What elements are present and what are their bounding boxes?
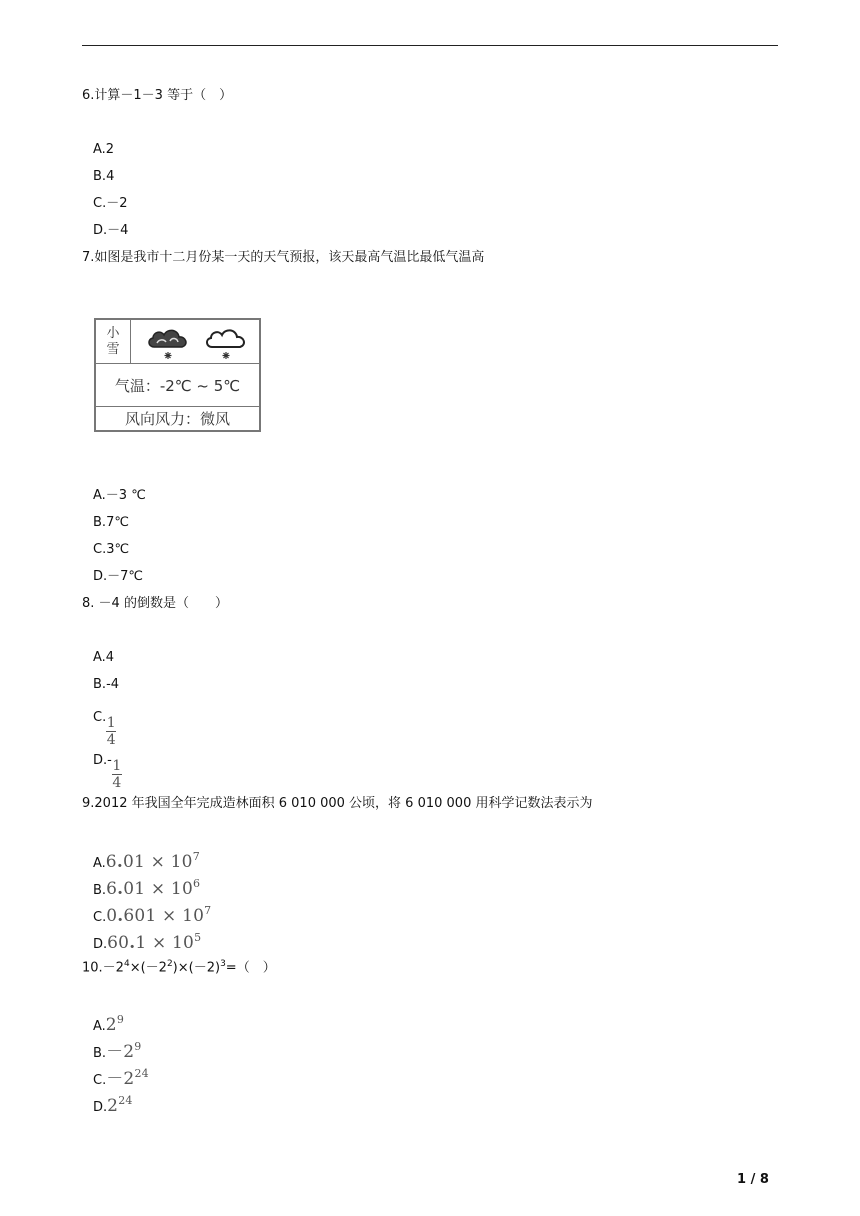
q10-option-d[interactable]: D. $2^{24}$ — [93, 1094, 133, 1116]
q8-option-c[interactable]: C. $\frac{1}{4}$ — [93, 710, 116, 748]
q7-option-b[interactable]: B. 7℃ — [93, 515, 129, 530]
q8-option-b[interactable]: B. -4 — [93, 677, 120, 692]
question-7-stem: 7.如图是我市十二月份某一天的天气预报，该天最高气温比最低气温高 — [82, 250, 485, 265]
q10-option-b[interactable]: B. $-2^9$ — [93, 1040, 142, 1062]
q7-option-c[interactable]: C. 3℃ — [93, 542, 130, 557]
question-6-stem: 6.计算－1－3 等于（ ） — [82, 88, 233, 103]
question-8-stem: 8. －4 的倒数是（ ） — [82, 596, 228, 611]
fraction: $\frac{1}{4}$ — [106, 715, 116, 748]
q8-option-d[interactable]: D. - $\frac{1}{4}$ — [93, 753, 122, 791]
sci-notation: $6.01 \times 10^7$ — [105, 850, 200, 872]
power-expression: $2^9$ — [105, 1013, 125, 1035]
q9-option-b[interactable]: B. $6.01 \times 10^6$ — [93, 877, 201, 899]
weather-temperature: 气温：-2℃ ~ 5℃ — [96, 364, 259, 407]
q6-option-c[interactable]: C. －2 — [93, 196, 128, 211]
page-number: 1 / 8 — [737, 1172, 769, 1187]
power-expression: $-2^9$ — [106, 1040, 142, 1062]
fraction: $\frac{1}{4}$ — [112, 758, 122, 791]
weather-condition-label: 小 雪 — [96, 320, 131, 363]
q6-option-a[interactable]: A. 2 — [93, 142, 115, 157]
power-expression: $-2^{24}$ — [106, 1067, 149, 1089]
snow-cloud-icon — [144, 325, 192, 361]
weather-forecast-figure — [94, 318, 261, 432]
sci-notation: $0.601 \times 10^7$ — [106, 904, 212, 926]
header-rule — [82, 45, 778, 46]
q9-option-d[interactable]: D. $60.1 \times 10^5$ — [93, 931, 202, 953]
weather-wind: 风向风力：微风 — [124, 410, 230, 428]
q10-option-c[interactable]: C. $-2^{24}$ — [93, 1067, 149, 1089]
sci-notation: $6.01 \times 10^6$ — [106, 877, 201, 899]
q6-option-d[interactable]: D. －4 — [93, 223, 129, 238]
q7-option-a[interactable]: A. －3 ℃ — [93, 488, 146, 503]
question-9-stem: 9.2012 年我国全年完成造林面积 6 010 000 公顷，将 6 010 000 用科学记数法表示为 — [82, 796, 593, 811]
sci-notation: $60.1 \times 10^5$ — [107, 931, 202, 953]
q9-option-c[interactable]: C. $0.601 \times 10^7$ — [93, 904, 212, 926]
power-expression: $2^{24}$ — [107, 1094, 133, 1116]
question-10-stem: $10.-2^4\times(-2^2)\times(-2)^3=$（ ） — [82, 959, 276, 976]
snow-cloud-icon — [202, 325, 250, 361]
q7-option-d[interactable]: D. －7℃ — [93, 569, 144, 584]
q6-option-b[interactable]: B. 4 — [93, 169, 115, 184]
weather-condition-row — [96, 320, 259, 364]
q9-option-a[interactable]: A. $6.01 \times 10^7$ — [93, 850, 200, 872]
q8-option-a[interactable]: A. 4 — [93, 650, 115, 665]
q10-option-a[interactable]: A. $2^9$ — [93, 1013, 125, 1035]
